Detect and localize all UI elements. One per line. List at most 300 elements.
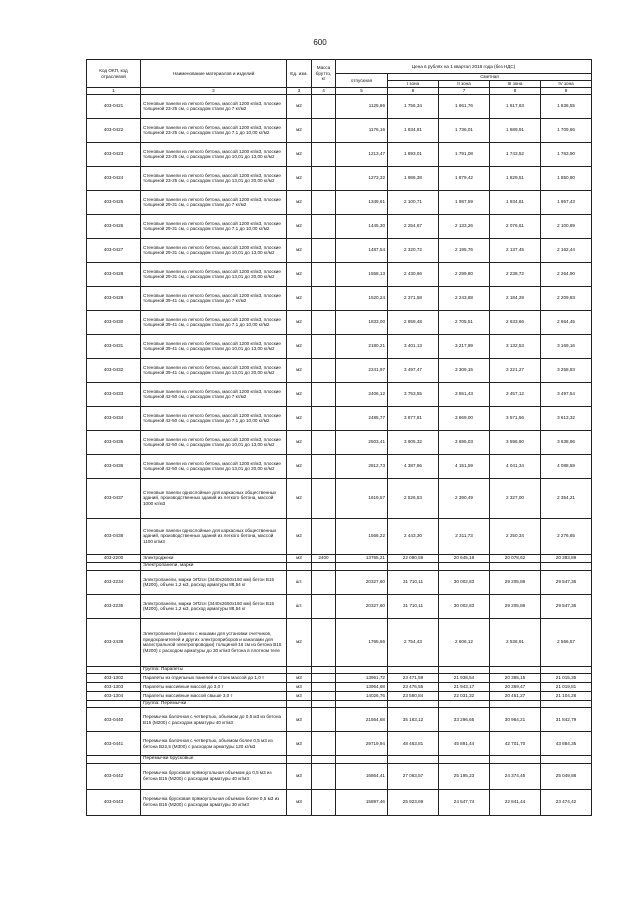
zone-4-price-cell: 43 884,35 — [541, 732, 592, 756]
zone-2-price-cell: 21 943,17 — [439, 683, 490, 692]
zone-2-price-cell: 3 669,00 — [439, 406, 490, 430]
wholesale-price-cell: 21564,68 — [336, 708, 388, 732]
name-cell: Стеновые панели из легкого бетона, массой 1200 кг/м3, плоские толщиной 29-31 см, с расходом стали до 10,01 до 13,00 кг/м2 — [141, 238, 287, 262]
header-unit: Ед. изм. — [287, 60, 312, 88]
zone-4-price-cell: 3 497,54 — [541, 382, 592, 406]
wholesale-price-cell: 1765,66 — [336, 618, 388, 666]
group-empty-cell — [287, 701, 312, 708]
unit-cell: м2 — [287, 618, 312, 666]
name-cell: Стеновые панели однослойные для каркасных общественных зданий, производственных зданий из легкого бетона, массой 1000 кг/м3 — [141, 478, 287, 518]
table-row — [87, 518, 592, 554]
name-cell: Стеновые панели из легкого бетона, массой 1200 кг/м3, плоские толщиной 29-31 см, с расходом стали до 13,01 до 20,00 кг/м2 — [141, 262, 287, 286]
zone-3-price-cell: 1 689,91 — [490, 118, 541, 142]
code-cell: 403-0425 — [87, 190, 141, 214]
group-empty-cell — [287, 562, 312, 570]
unit-cell: м2 — [287, 142, 312, 166]
code-cell: 403-1302 — [87, 674, 141, 683]
name-cell: Стеновые панели из легкого бетона, массой 1200 кг/м3, плоские толщиной 23-25 см, с расходом стали до 7 кг/м2 — [141, 94, 287, 118]
code-cell: 403-0426 — [87, 214, 141, 238]
table-row — [87, 118, 592, 142]
zone-4-price-cell: 2 354,21 — [541, 478, 592, 518]
unit-cell: м2 — [287, 430, 312, 454]
name-cell: Стеновые панели из легкого бетона, массой 1200 кг/м3, плоские толщиной 29-31 см, с расходом стали до 7 кг/м2 — [141, 190, 287, 214]
mass-cell — [312, 683, 336, 692]
zone-3-price-cell: 2 250,34 — [490, 518, 541, 554]
group-empty-cell — [439, 701, 490, 708]
name-cell: Стеновые панели из легкого бетона, массой 1200 кг/м3, плоские толщиной 42-50 см, с расходом стали до 13,01 до 20,00 кг/м2 — [141, 454, 287, 478]
code-cell: 403-0429 — [87, 286, 141, 310]
code-cell: 403-0423 — [87, 142, 141, 166]
zone-2-price-cell: 3 695,03 — [439, 430, 490, 454]
zone-1-price-cell: 3 497,47 — [388, 358, 439, 382]
zone-3-price-cell: 42 701,70 — [490, 732, 541, 756]
zone-2-price-cell: 1 987,59 — [439, 190, 490, 214]
unit-cell: шт. — [287, 594, 312, 618]
zone-2-price-cell: 2 299,80 — [439, 262, 490, 286]
wholesale-price-cell: 1349,61 — [336, 190, 388, 214]
header-zone-2: II зона — [439, 81, 490, 88]
zone-4-price-cell: 3 169,16 — [541, 334, 592, 358]
zone-4-price-cell: 3 638,96 — [541, 430, 592, 454]
table-row — [87, 358, 592, 382]
wholesale-price-cell: 13961,72 — [336, 674, 388, 683]
zone-4-price-cell: 21 104,28 — [541, 692, 592, 701]
group-empty-cell — [541, 562, 592, 570]
table-row — [87, 382, 592, 406]
zone-3-price-cell: 2 536,91 — [490, 618, 541, 666]
wholesale-price-cell: 15897,46 — [336, 789, 388, 815]
mass-cell — [312, 310, 336, 334]
col-number: 9 — [541, 88, 592, 95]
zone-3-price-cell: 1 617,63 — [490, 94, 541, 118]
table-row — [87, 262, 592, 286]
table-row — [87, 190, 592, 214]
group-empty-cell — [439, 756, 490, 763]
name-cell: Стеновые панели из легкого бетона, массой 1200 кг/м3, плоские толщиной 23-25 см, с расходом стали до 13,01 до 20,00 кг/м2 — [141, 166, 287, 190]
zone-3-price-cell: 3 571,56 — [490, 406, 541, 430]
name-cell: Стеновые панели однослойные для каркасных общественных зданий, производственных зданий из легкого бетона, массой 1100 кг/м3 — [141, 518, 287, 554]
unit-cell: м2 — [287, 454, 312, 478]
table-row — [87, 674, 592, 683]
table-row — [87, 554, 592, 562]
group-empty-cell — [312, 701, 336, 708]
group-empty-cell — [287, 666, 312, 673]
code-cell: 403-2234 — [87, 570, 141, 594]
group-empty-cell — [541, 701, 592, 708]
zone-4-price-cell: 21 019,81 — [541, 683, 592, 692]
zone-2-price-cell: 2 195,76 — [439, 238, 490, 262]
zone-1-price-cell: 2 443,30 — [388, 518, 439, 554]
name-cell: Электропанели, марки ЭП2сн (3440х2650х160 мм) бетон В15 (М200), объем 1,2 м3, расход арматуры 88,54 кг — [141, 594, 287, 618]
table-row — [87, 94, 592, 118]
code-cell: 403-0422 — [87, 118, 141, 142]
zone-1-price-cell: 25 923,69 — [388, 789, 439, 815]
code-cell: 403-0442 — [87, 763, 141, 789]
mass-cell — [312, 94, 336, 118]
name-cell: Стеновые панели из легкого бетона, массой 1200 кг/м3, плоские толщиной 23-25 см, с расходом стали до 7,1 до 10,00 кг/м2 — [141, 118, 287, 142]
col-number: 3 — [287, 88, 312, 95]
zone-3-price-cell: 20 365,15 — [490, 674, 541, 683]
unit-cell: м2 — [287, 478, 312, 518]
zone-2-price-cell: 2 133,26 — [439, 214, 490, 238]
col-number: 1 — [87, 88, 141, 95]
zone-1-price-cell: 2 371,58 — [388, 286, 439, 310]
unit-cell: м2 — [287, 166, 312, 190]
group-row — [87, 756, 592, 763]
zone-1-price-cell: 35 163,12 — [388, 708, 439, 732]
unit-cell: м2 — [287, 214, 312, 238]
unit-cell: м3 — [287, 789, 312, 815]
zone-1-price-cell: 1 756,34 — [388, 94, 439, 118]
zone-1-price-cell: 3 401,13 — [388, 334, 439, 358]
group-empty-cell — [336, 701, 388, 708]
code-cell: 403-0434 — [87, 406, 141, 430]
wholesale-price-cell: 2180,21 — [336, 334, 388, 358]
zone-4-price-cell: 1 763,90 — [541, 142, 592, 166]
code-cell: 403-0441 — [87, 732, 141, 756]
table-row — [87, 732, 592, 756]
code-cell: 403-0443 — [87, 789, 141, 815]
zone-4-price-cell: 2 566,57 — [541, 618, 592, 666]
zone-3-price-cell: 4 041,34 — [490, 454, 541, 478]
group-title: Перемычки брусковые — [141, 756, 287, 763]
name-cell: Перемычка брусковая прямоугольная объемом более 0,5 м3 из бетона В15 (М200) с расходом арматуры 30 кг/м3 — [141, 789, 287, 815]
group-title: Группа: Парапеты — [141, 666, 287, 673]
name-cell: Электропанели, марки ЭП2сн (3440х2650х160 мм) бетон В15 (М200), объем 1,2 м3, расход арматуры 88,54 кг — [141, 570, 287, 594]
code-cell: 403-0421 — [87, 94, 141, 118]
mass-cell — [312, 166, 336, 190]
zone-1-price-cell: 3 753,55 — [388, 382, 439, 406]
group-empty-cell — [388, 701, 439, 708]
zone-2-price-cell: 2 311,73 — [439, 518, 490, 554]
mass-cell — [312, 238, 336, 262]
wholesale-price-cell: 2812,73 — [336, 454, 388, 478]
zone-1-price-cell: 2 754,43 — [388, 618, 439, 666]
zone-2-price-cell: 3 551,43 — [439, 382, 490, 406]
code-cell: 403-0438 — [87, 518, 141, 554]
group-empty-cell — [541, 666, 592, 673]
unit-cell: м2 — [287, 262, 312, 286]
table-row — [87, 166, 592, 190]
zone-2-price-cell: 30 002,83 — [439, 594, 490, 618]
zone-2-price-cell: 2 390,49 — [439, 478, 490, 518]
unit-cell: м2 — [287, 286, 312, 310]
zone-1-price-cell: 23 471,59 — [388, 674, 439, 683]
mass-cell — [312, 262, 336, 286]
group-empty-cell — [312, 756, 336, 763]
group-empty-cell — [336, 666, 388, 673]
mass-cell — [312, 214, 336, 238]
zone-2-price-cell: 21 938,54 — [439, 674, 490, 683]
header-zone-3: III зона — [490, 81, 541, 88]
table-row — [87, 478, 592, 518]
zone-1-price-cell: 22 090,59 — [388, 554, 439, 562]
group-empty-cell — [490, 562, 541, 570]
group-title: Группа: Перемычки — [141, 701, 287, 708]
zone-1-price-cell: 31 710,11 — [388, 594, 439, 618]
wholesale-price-cell: 1213,47 — [336, 142, 388, 166]
zone-4-price-cell: 2 664,45 — [541, 310, 592, 334]
group-empty-cell — [312, 562, 336, 570]
group-row — [87, 701, 592, 708]
zone-2-price-cell: 2 606,12 — [439, 618, 490, 666]
wholesale-price-cell: 1520,24 — [336, 286, 388, 310]
group-empty-cell — [541, 756, 592, 763]
table-row — [87, 286, 592, 310]
mass-cell — [312, 594, 336, 618]
table-row — [87, 763, 592, 789]
zone-2-price-cell: 20 645,19 — [439, 554, 490, 562]
mass-cell — [312, 570, 336, 594]
code-cell: 403-2439 — [87, 618, 141, 666]
header-zone-4: IV зона — [541, 81, 592, 88]
mass-cell — [312, 406, 336, 430]
wholesale-price-cell: 2503,41 — [336, 430, 388, 454]
unit-cell: м2 — [287, 518, 312, 554]
zone-1-price-cell: 4 387,86 — [388, 454, 439, 478]
table-row — [87, 618, 592, 666]
group-empty-cell — [287, 756, 312, 763]
table-row — [87, 454, 592, 478]
unit-cell: м2 — [287, 190, 312, 214]
zone-3-price-cell: 2 137,45 — [490, 238, 541, 262]
zone-2-price-cell: 1 791,08 — [439, 142, 490, 166]
zone-1-price-cell: 3 905,32 — [388, 430, 439, 454]
zone-3-price-cell: 20 369,47 — [490, 683, 541, 692]
zone-2-price-cell: 24 547,74 — [439, 789, 490, 815]
code-cell: 403-0431 — [87, 334, 141, 358]
zone-1-price-cell: 23 476,55 — [388, 683, 439, 692]
table-row — [87, 214, 592, 238]
mass-cell — [312, 430, 336, 454]
name-cell: Перемычка брусковая прямоугольная объемом до 0,5 м3 из бетона В15 (М200) с расходом арматуры 40 кг/м3 — [141, 763, 287, 789]
column-numbers-row — [87, 88, 592, 95]
zone-3-price-cell: 29 205,86 — [490, 570, 541, 594]
mass-cell — [312, 674, 336, 683]
zone-4-price-cell: 1 709,66 — [541, 118, 592, 142]
zone-4-price-cell: 23 474,42 — [541, 789, 592, 815]
unit-cell: м2 — [287, 382, 312, 406]
unit-cell: м3 — [287, 708, 312, 732]
name-cell: Электропанели (панели с нишами для установки счетчиков, предохранителей и других электроприборов и каналами для магистральной электропроводки) толщиной 16 см из бетона В15 (М200) с расходом арматуры до 30 кг/м3 бетона в плотном теле — [141, 618, 287, 666]
group-code-cell — [87, 562, 141, 570]
zone-2-price-cell: 2 243,88 — [439, 286, 490, 310]
name-cell: Стеновые панели из легкого бетона, массой 1200 кг/м3, плоские толщиной 42-50 см, с расходом стали до 7,1 до 10,00 кг/м2 — [141, 406, 287, 430]
zone-4-price-cell: 2 162,44 — [541, 238, 592, 262]
zone-2-price-cell: 3 309,15 — [439, 358, 490, 382]
zone-1-price-cell: 31 710,11 — [388, 570, 439, 594]
mass-cell — [312, 618, 336, 666]
col-number: 2 — [141, 88, 287, 95]
header-name: Наименование материалов и изделий — [141, 60, 287, 88]
zone-3-price-cell: 20 451,27 — [490, 692, 541, 701]
zone-3-price-cell: 3 221,27 — [490, 358, 541, 382]
wholesale-price-cell: 1487,54 — [336, 238, 388, 262]
zone-4-price-cell: 2 209,83 — [541, 286, 592, 310]
mass-cell — [312, 286, 336, 310]
zone-4-price-cell: 2 276,65 — [541, 518, 592, 554]
zone-2-price-cell: 1 661,76 — [439, 94, 490, 118]
zone-3-price-cell: 29 205,86 — [490, 594, 541, 618]
table-body — [87, 94, 592, 815]
zone-2-price-cell: 22 031,32 — [439, 692, 490, 701]
zone-1-price-cell: 48 463,81 — [388, 732, 439, 756]
mass-cell — [312, 708, 336, 732]
zone-4-price-cell: 3 258,93 — [541, 358, 592, 382]
mass-cell: 2400 — [312, 554, 336, 562]
mass-cell — [312, 454, 336, 478]
group-empty-cell — [336, 756, 388, 763]
code-cell: 403-1304 — [87, 692, 141, 701]
zone-2-price-cell: 4 151,59 — [439, 454, 490, 478]
table-row — [87, 334, 592, 358]
code-cell: 403-0440 — [87, 708, 141, 732]
unit-cell: м2 — [287, 310, 312, 334]
wholesale-price-cell: 1566,22 — [336, 518, 388, 554]
wholesale-price-cell: 1176,16 — [336, 118, 388, 142]
group-empty-cell — [336, 562, 388, 570]
code-cell: 403-2200 — [87, 554, 141, 562]
mass-cell — [312, 142, 336, 166]
price-table — [86, 59, 592, 816]
zone-4-price-cell: 4 088,59 — [541, 454, 592, 478]
zone-4-price-cell: 1 957,43 — [541, 190, 592, 214]
group-code-cell — [87, 666, 141, 673]
zone-3-price-cell: 2 076,61 — [490, 214, 541, 238]
mass-cell — [312, 190, 336, 214]
table-row — [87, 310, 592, 334]
wholesale-price-cell: 13765,21 — [336, 554, 388, 562]
zone-4-price-cell: 2 100,89 — [541, 214, 592, 238]
name-cell: Стеновые панели из легкого бетона, массой 1200 кг/м3, плоские толщиной 39-41 см, с расходом стали до 7 кг/м2 — [141, 286, 287, 310]
name-cell: Электроджеки — [141, 554, 287, 562]
zone-3-price-cell: 3 132,53 — [490, 334, 541, 358]
unit-cell: м2 — [287, 238, 312, 262]
zone-4-price-cell: 31 842,79 — [541, 708, 592, 732]
wholesale-price-cell: 1833,00 — [336, 310, 388, 334]
group-title: Электропанели, марки — [141, 562, 287, 570]
unit-cell: м3 — [287, 763, 312, 789]
mass-cell — [312, 763, 336, 789]
code-cell: 403-0435 — [87, 430, 141, 454]
header-code: Код ОКП, код отраслевой — [87, 60, 141, 88]
unit-cell: м2 — [287, 94, 312, 118]
col-number: 7 — [439, 88, 490, 95]
zone-4-price-cell: 2 264,90 — [541, 262, 592, 286]
zone-3-price-cell: 2 633,66 — [490, 310, 541, 334]
zone-1-price-cell: 2 320,72 — [388, 238, 439, 262]
wholesale-price-cell: 2241,97 — [336, 358, 388, 382]
zone-4-price-cell: 29 547,36 — [541, 594, 592, 618]
code-cell: 403-0427 — [87, 238, 141, 262]
zone-1-price-cell: 27 063,57 — [388, 763, 439, 789]
mass-cell — [312, 334, 336, 358]
zone-2-price-cell: 2 705,51 — [439, 310, 490, 334]
name-cell: Стеновые панели из легкого бетона, массой 1200 кг/м3, плоские толщиной 29-31 см, с расходом стали до 7,1 до 10,00 кг/м2 — [141, 214, 287, 238]
code-cell: 403-1303 — [87, 683, 141, 692]
group-empty-cell — [388, 666, 439, 673]
zone-2-price-cell: 30 002,83 — [439, 570, 490, 594]
zone-2-price-cell: 25 195,23 — [439, 763, 490, 789]
wholesale-price-cell: 14026,76 — [336, 692, 388, 701]
group-empty-cell — [490, 701, 541, 708]
unit-cell: м3 — [287, 554, 312, 562]
unit-cell: м2 — [287, 334, 312, 358]
name-cell: Парапеты массивные массой свыше 3,0 т — [141, 692, 287, 701]
code-cell: 403-0432 — [87, 358, 141, 382]
name-cell: Стеновые панели из легкого бетона, массой 1200 кг/м3, плоские толщиной 39-41 см, с расходом стали до 13,01 до 20,00 кг/м2 — [141, 358, 287, 382]
zone-3-price-cell: 2 238,72 — [490, 262, 541, 286]
unit-cell: м2 — [287, 406, 312, 430]
mass-cell — [312, 732, 336, 756]
wholesale-price-cell: 2485,77 — [336, 406, 388, 430]
unit-cell: м3 — [287, 732, 312, 756]
code-cell: 403-0436 — [87, 454, 141, 478]
group-empty-cell — [439, 666, 490, 673]
group-empty-cell — [388, 562, 439, 570]
mass-cell — [312, 692, 336, 701]
zone-3-price-cell: 2 184,29 — [490, 286, 541, 310]
zone-3-price-cell: 22 841,44 — [490, 789, 541, 815]
table-row — [87, 789, 592, 815]
wholesale-price-cell: 1619,57 — [336, 478, 388, 518]
unit-cell: м3 — [287, 674, 312, 683]
name-cell: Перемычка балочная с четвертью, объемом до 0,5 м3 из бетона В15 (М200) с расходом арматуры 40 кг/м3 — [141, 708, 287, 732]
header-wholesale: отпускная — [336, 74, 388, 88]
name-cell: Стеновые панели из легкого бетона, массой 1200 кг/м3, плоские толщиной 39-41 см, с расходом стали до 7,1 до 10,00 кг/м2 — [141, 310, 287, 334]
zone-3-price-cell: 30 964,21 — [490, 708, 541, 732]
mass-cell — [312, 478, 336, 518]
header-mass: Масса брутто, кг — [312, 60, 336, 88]
name-cell: Стеновые панели из легкого бетона, массой 1200 кг/м3, плоские толщиной 39-41 см, с расходом стали до 10,01 до 13,00 кг/м2 — [141, 334, 287, 358]
header-price-group: Цена в рублях на 1 квартал 2018 года (без НДС) — [336, 60, 592, 74]
page-number: 600 — [313, 38, 327, 47]
wholesale-price-cell: 1445,30 — [336, 214, 388, 238]
mass-cell — [312, 358, 336, 382]
group-code-cell — [87, 701, 141, 708]
zone-1-price-cell: 2 859,48 — [388, 310, 439, 334]
group-empty-cell — [388, 756, 439, 763]
zone-2-price-cell: 33 296,65 — [439, 708, 490, 732]
name-cell: Парапеты массивные массой до 3,0 т — [141, 683, 287, 692]
zone-1-price-cell: 1 834,81 — [388, 118, 439, 142]
code-cell: 403-0437 — [87, 478, 141, 518]
zone-3-price-cell: 1 743,52 — [490, 142, 541, 166]
table-row — [87, 406, 592, 430]
group-empty-cell — [490, 666, 541, 673]
zone-2-price-cell: 1 879,42 — [439, 166, 490, 190]
group-empty-cell — [490, 756, 541, 763]
zone-1-price-cell: 23 580,84 — [388, 692, 439, 701]
wholesale-price-cell: 1558,13 — [336, 262, 388, 286]
zone-3-price-cell: 1 934,81 — [490, 190, 541, 214]
zone-3-price-cell: 20 078,62 — [490, 554, 541, 562]
wholesale-price-cell: 20327,60 — [336, 570, 388, 594]
wholesale-price-cell: 2406,12 — [336, 382, 388, 406]
header-estimate: Сметная — [388, 74, 592, 81]
table-row — [87, 683, 592, 692]
group-empty-cell — [439, 562, 490, 570]
code-cell: 403-0424 — [87, 166, 141, 190]
table-row — [87, 142, 592, 166]
name-cell: Парапеты из отдельных панелей и стоек массой до 1,0 т — [141, 674, 287, 683]
group-empty-cell — [312, 666, 336, 673]
wholesale-price-cell: 1273,32 — [336, 166, 388, 190]
zone-4-price-cell: 1 850,90 — [541, 166, 592, 190]
group-row — [87, 666, 592, 673]
mass-cell — [312, 518, 336, 554]
zone-1-price-cell: 1 893,01 — [388, 142, 439, 166]
